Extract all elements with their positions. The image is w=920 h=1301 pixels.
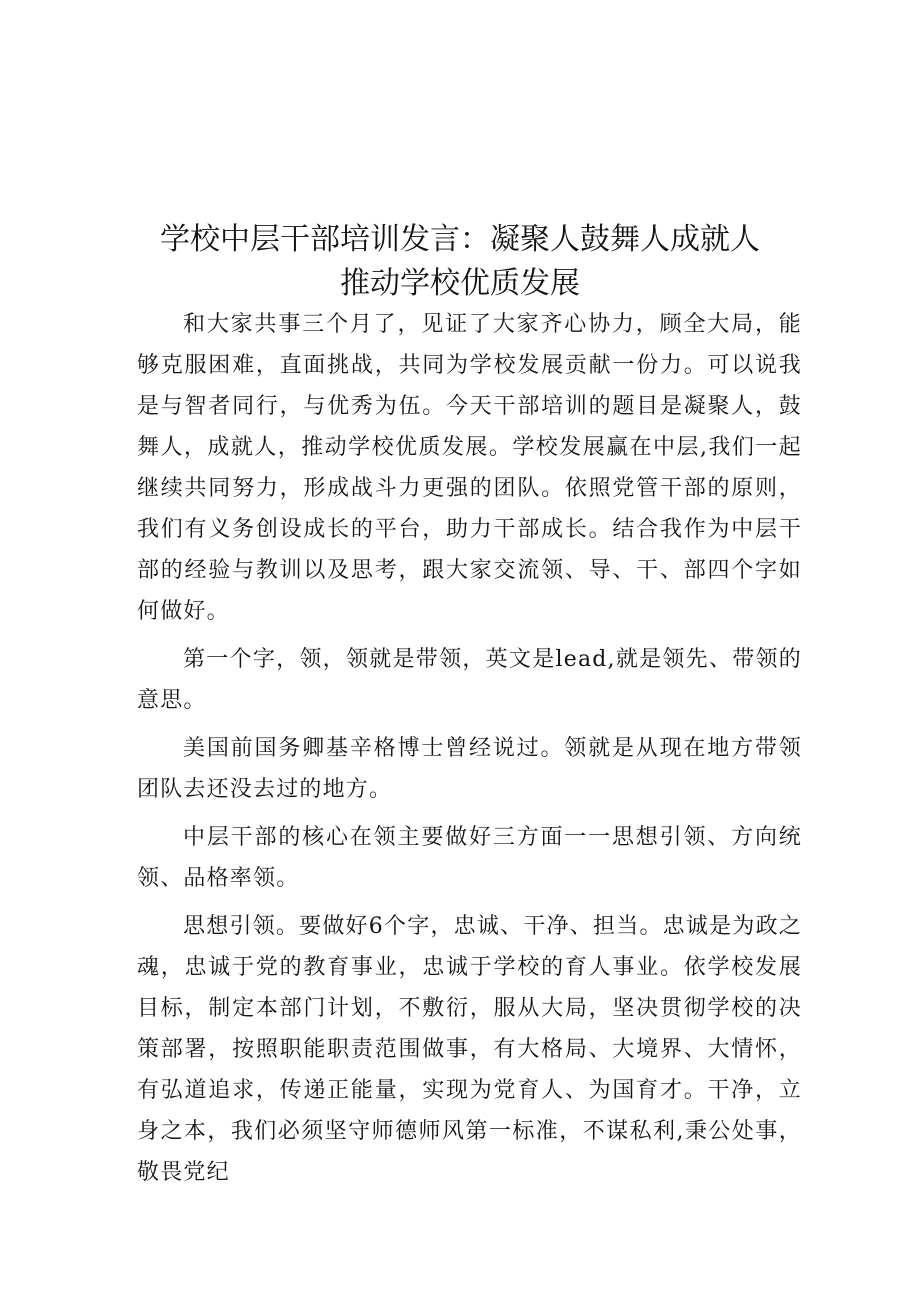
paragraph-ideological-leadership: 思想引领。要做好6个字，忠诚、干净、担当。忠诚是为政之魂，忠诚于党的教育事业，忠诚于学校的育人事业。依学校发展目标，制定本部门计划，不敷衍，服从大局，坚决贯彻学校的决策部署，按照职能职责范围做事，有大格局、大境界、大情怀，有弘道追求，传递正能量，实现为党育人、为国育才。干净，立身之本，我们必须坚守师德师风第一标准，不谋私利,秉公处事，敬畏党纪 <box>137 914 802 1185</box>
document-body <box>137 304 802 1193</box>
paragraph-first-word: 第一个字，领，领就是带领，英文是lead,就是领先、带领的意思。 <box>137 647 802 713</box>
paragraph-intro: 和大家共事三个月了，见证了大家齐心协力，顾全大局，能够克服困难，直面挑战，共同为学校发展贡献一份力。可以说我是与智者同行，与优秀为伍。今天干部培训的题目是凝聚人，鼓舞人，成就人，推动学校优质发展。学校发展赢在中层,我们一起继续共同努力，形成战斗力更强的团队。依照党管干部的原则，我们有义务创设成长的平台，助力干部成长。结合我作为中层干部的经验与教训以及思考，跟大家交流领、导、干、部四个字如何做好。 <box>137 312 802 624</box>
paragraph-three-aspects: 中层干部的核心在领主要做好三方面一一思想引领、方向统领、品格率领。 <box>137 825 802 891</box>
document-title-line-1: 学校中层干部培训发言：凝聚人鼓舞人成就人 <box>160 222 760 257</box>
paragraph-kissinger-quote: 美国前国务卿基辛格博士曾经说过。领就是从现在地方带领团队去还没去过的地方。 <box>137 736 802 802</box>
document-title-line-2: 推动学校优质发展 <box>340 266 580 301</box>
